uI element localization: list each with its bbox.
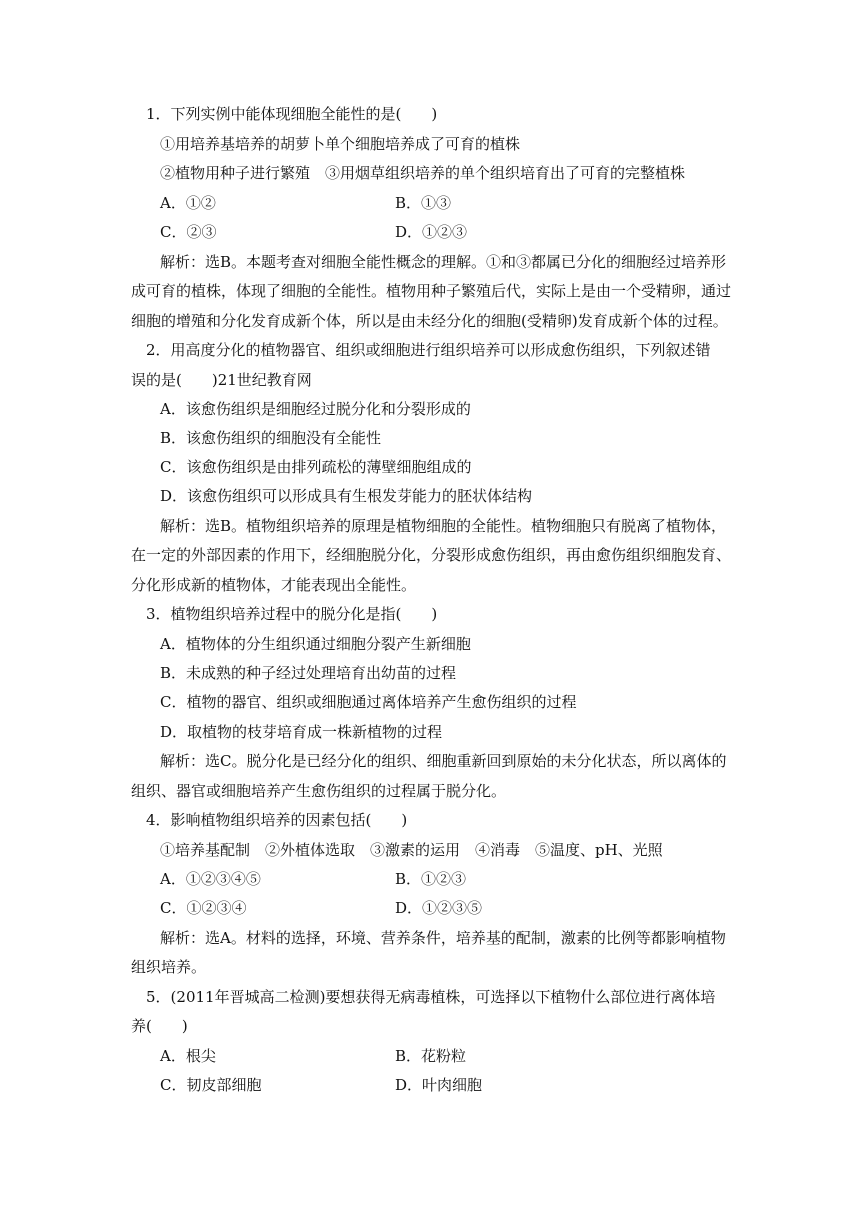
question-3-option-c: C．植物的器官、组织或细胞通过离体培养产生愈伤组织的过程 [160,693,577,711]
question-4-option-b: B．①②③ [395,870,467,888]
question-2-stem-line-1: 2．用高度分化的植物器官、组织或细胞进行组织培养可以形成愈伤组织，下列叙述错 [146,341,711,359]
question-2-option-a: A．该愈伤组织是细胞经过脱分化和分裂形成的 [160,400,471,418]
question-1-analysis-line-1: 解析：选B。本题考查对细胞全能性概念的理解。①和③都属已分化的细胞经过培养形 [160,253,727,271]
question-3-analysis-line-2: 组织、器官或细胞培养产生愈伤组织的过程属于脱分化。 [131,782,507,800]
question-4-analysis-line-2: 组织培养。 [131,958,207,976]
question-3-stem: 3．植物组织培养过程中的脱分化是指( ) [146,605,438,623]
question-2-stem-line-2: 误的是( )21世纪教育网 [131,371,312,389]
question-2-option-d: D．该愈伤组织可以形成具有生根发芽能力的胚状体结构 [160,487,533,505]
question-3-analysis-line-1: 解析：选C。脱分化是已经分化的组织、细胞重新回到原始的未分化状态，所以离体的 [160,752,727,770]
question-1-option-c: C．②③ [160,223,217,241]
question-2-option-b: B．该愈伤组织的细胞没有全能性 [160,429,382,447]
question-1-analysis-line-3: 细胞的增殖和分化发育成新个体，所以是由未经分化的细胞(受精卵)发育成新个体的过程。 [131,312,728,330]
question-3-option-a: A．植物体的分生组织通过细胞分裂产生新细胞 [160,635,471,653]
question-1-statement-1: ①用培养基培养的胡萝卜单个细胞培养成了可育的植株 [160,135,521,153]
question-4-statement-1: ①培养基配制 ②外植体选取 ③激素的运用 ④消毒 ⑤温度、pH、光照 [160,841,663,859]
question-2-option-c: C．该愈伤组织是由排列疏松的薄壁细胞组成的 [160,458,472,476]
question-5-option-b: B．花粉粒 [395,1047,467,1065]
question-3-option-b: B．未成熟的种子经过处理培育出幼苗的过程 [160,664,457,682]
question-5-stem-line-1: 5．(2011年晋城高二检测)要想获得无病毒植株，可选择以下植物什么部位进行离体培 [146,988,716,1006]
question-1-analysis-line-2: 成可育的植株，体现了细胞的全能性。植物用种子繁殖后代，实际上是由一个受精卵，通过 [131,282,732,300]
question-5-option-c: C．韧皮部细胞 [160,1076,262,1094]
question-5-option-a: A．根尖 [160,1047,216,1065]
question-2-analysis-line-2: 在一定的外部因素的作用下，经细胞脱分化，分裂形成愈伤组织，再由愈伤组织细胞发育、 [131,546,732,564]
question-4-option-a: A．①②③④⑤ [160,870,261,888]
question-5-option-d: D．叶肉细胞 [395,1076,483,1094]
question-4-option-d: D．①②③⑤ [395,899,483,917]
question-4-stem: 4．影响植物组织培养的因素包括( ) [146,811,408,829]
question-3-option-d: D．取植物的枝芽培育成一株新植物的过程 [160,723,443,741]
question-1-statement-2: ②植物用种子进行繁殖 ③用烟草组织培养的单个组织培育出了可育的完整植株 [160,164,686,182]
question-5-stem-line-2: 养( ) [131,1017,188,1035]
question-1-stem: 1．下列实例中能体现细胞全能性的是( ) [146,105,438,123]
question-1-option-d: D．①②③ [395,223,468,241]
question-2-analysis-line-1: 解析：选B。植物组织培养的原理是植物细胞的全能性。植物细胞只有脱离了植物体， [160,517,727,535]
question-1-option-a: A．①② [160,194,216,212]
question-4-analysis-line-1: 解析：选A。材料的选择，环境、营养条件，培养基的配制，激素的比例等都影响植物 [160,929,726,947]
question-4-option-c: C．①②③④ [160,899,247,917]
question-2-analysis-line-3: 分化形成新的植物体，才能表现出全能性。 [131,576,417,594]
question-1-option-b: B．①③ [395,194,452,212]
